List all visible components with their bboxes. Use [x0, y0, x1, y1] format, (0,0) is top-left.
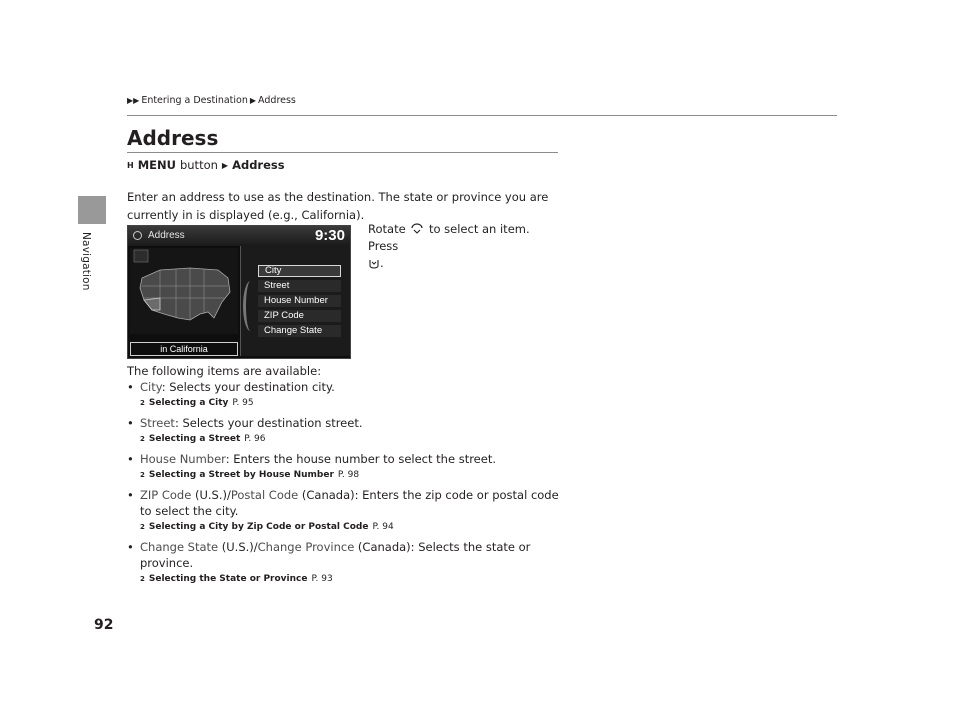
item-term: Change State — [140, 540, 219, 554]
reference-title[interactable]: Selecting a Street — [148, 434, 241, 444]
screen-menu-item-house-number[interactable]: House Number — [258, 295, 341, 307]
reference-title[interactable]: Selecting a City — [148, 398, 229, 408]
rotate-text-2: to select an item. Press — [368, 222, 530, 253]
header-divider — [127, 115, 837, 116]
cross-reference[interactable] — [127, 468, 567, 482]
menu-path — [127, 158, 285, 172]
intro-paragraph: Enter an address to use as the destination. The state or province you are currently in is displayed (e.g., California). — [127, 190, 549, 222]
screen-title: Address — [148, 230, 185, 241]
reference-page[interactable]: P. 94 — [372, 522, 394, 532]
reference-page[interactable]: P. 98 — [337, 470, 360, 480]
section-label: Navigation — [80, 232, 92, 291]
path-target: Address — [232, 158, 285, 172]
press-knob-icon — [368, 257, 380, 269]
breadcrumb-arrow-icon: ▶ — [249, 96, 257, 105]
breadcrumb-item[interactable]: Address — [258, 95, 296, 106]
item-term: City — [140, 380, 162, 394]
item-region: (U.S.)/ — [191, 488, 231, 502]
nav-screen-image — [127, 225, 351, 359]
list-item — [127, 379, 567, 395]
title-divider — [127, 152, 558, 153]
cross-reference[interactable] — [127, 520, 567, 534]
us-map-icon — [130, 248, 238, 334]
item-term: Street — [140, 416, 175, 430]
breadcrumb-arrow-icon: ▶▶ — [127, 96, 140, 105]
reference-arrow-icon: 2 — [140, 523, 145, 531]
screen-menu-item-zip-code[interactable]: ZIP Code — [258, 310, 341, 322]
item-desc: (Canada): Selects the state or province. — [140, 540, 531, 570]
path-arrow-icon: ▶ — [221, 160, 229, 170]
home-h-icon: H — [127, 160, 134, 170]
screen-menu-item-change-state[interactable]: Change State — [258, 325, 341, 337]
item-region: (U.S.)/ — [218, 540, 258, 554]
reference-page[interactable]: P. 95 — [232, 398, 254, 408]
items-list — [127, 379, 567, 591]
page-number: 92 — [94, 617, 114, 633]
reference-arrow-icon: 2 — [140, 575, 145, 583]
current-location-label: in California — [130, 342, 238, 356]
screen-menu-item-street[interactable]: Street — [258, 280, 341, 292]
reference-arrow-icon: 2 — [140, 435, 145, 443]
reference-title[interactable]: Selecting the State or Province — [148, 574, 308, 584]
list-item — [127, 487, 567, 519]
cross-reference[interactable] — [127, 572, 567, 586]
screen-dial-arc — [243, 281, 258, 331]
item-term: ZIP Code — [140, 488, 192, 502]
list-item — [127, 451, 567, 467]
list-item — [127, 539, 567, 571]
reference-arrow-icon: 2 — [140, 471, 145, 479]
page-title: Address — [127, 126, 219, 150]
item-term-alt: Change Province — [257, 540, 355, 554]
rotate-instruction — [368, 221, 558, 272]
item-desc: (Canada): Enters the zip code or postal code to select the city. — [140, 488, 559, 518]
rotate-text-3: . — [380, 256, 384, 270]
item-term-alt: Postal Code — [230, 488, 299, 502]
screen-menu — [240, 246, 351, 356]
path-button-word: button — [179, 158, 218, 172]
item-term: House Number — [140, 452, 226, 466]
screen-clock: 9:30 — [314, 227, 345, 244]
reference-page[interactable]: P. 93 — [311, 574, 333, 584]
reference-title[interactable]: Selecting a Street by House Number — [148, 470, 334, 480]
item-desc: : Selects your destination city. — [161, 380, 335, 394]
item-desc: : Enters the house number to select the street. — [225, 452, 496, 466]
reference-arrow-icon: 2 — [140, 399, 145, 407]
list-item — [127, 415, 567, 431]
path-button-name: MENU — [137, 158, 176, 172]
screen-home-icon — [133, 231, 142, 240]
rotate-text-1: Rotate — [368, 222, 406, 236]
screen-menu-item-city[interactable]: City — [258, 265, 341, 277]
cross-reference[interactable] — [127, 432, 567, 446]
breadcrumb — [127, 95, 296, 106]
item-desc: : Selects your destination street. — [174, 416, 363, 430]
cross-reference[interactable] — [127, 396, 567, 410]
breadcrumb-item[interactable]: Entering a Destination — [141, 95, 248, 106]
reference-page[interactable]: P. 96 — [244, 434, 266, 444]
section-tab-marker — [78, 196, 106, 224]
reference-title[interactable]: Selecting a City by Zip Code or Postal Code — [148, 522, 369, 532]
screen-header — [128, 226, 350, 246]
rotate-knob-icon — [409, 222, 425, 234]
items-intro: The following items are available: — [127, 364, 322, 378]
